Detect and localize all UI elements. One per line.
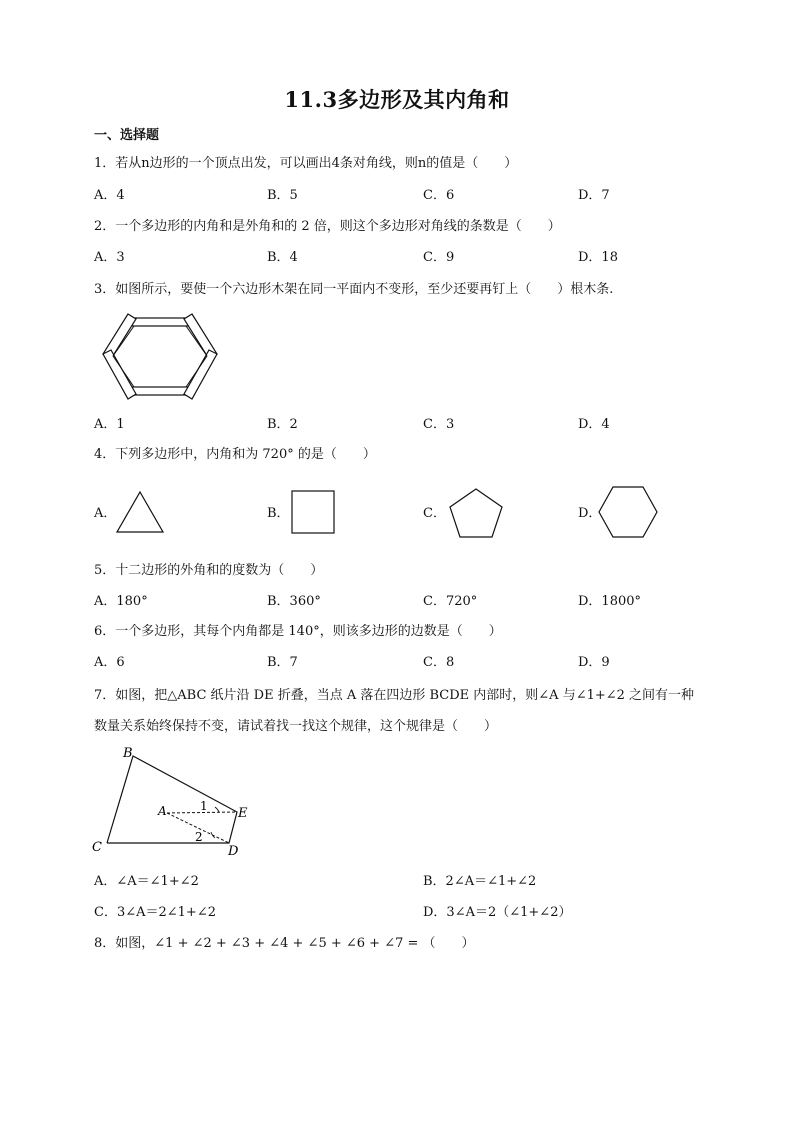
hexagon-shape [596, 484, 660, 540]
q2-option-c: C．9 [423, 250, 455, 265]
q1-option-d: D．7 [578, 188, 610, 203]
q6-option-c: C．8 [423, 655, 455, 670]
q7-option-a: A．∠A＝∠1+∠2 [94, 874, 199, 889]
q6-option-d: D．9 [578, 655, 610, 670]
q5-option-b: B．360° [267, 594, 321, 609]
q4-option-a: A． [94, 506, 117, 521]
hexagon-frame-figure [98, 310, 222, 404]
question-5-stem: 5．十二边形的外角和的度数为（ ） [94, 563, 324, 578]
question-6-stem: 6．一个多边形，其每个内角都是 140°，则该多边形的边数是（ ） [94, 624, 502, 639]
q1-option-b: B．5 [267, 188, 298, 203]
page-title: 11.3多边形及其内角和 [284, 87, 510, 112]
question-1-stem: 1．若从n边形的一个顶点出发，可以画出4条对角线，则n的值是（ ） [94, 156, 518, 171]
question-2-stem: 2．一个多边形的内角和是外角和的 2 倍，则这个多边形对角线的条数是（ ） [94, 219, 561, 234]
label-angle-1: 1 [200, 799, 208, 813]
q7-option-b: B．2∠A＝∠1+∠2 [423, 874, 537, 889]
folded-triangle-figure [88, 742, 258, 860]
label-angle-2: 2 [195, 830, 203, 844]
square-shape [289, 488, 337, 536]
q5-option-d: D．1800° [578, 594, 642, 609]
q4-option-d: D． [578, 506, 602, 521]
q3-option-a: A．1 [94, 417, 125, 432]
q2-option-d: D．18 [578, 250, 618, 265]
q3-option-c: C．3 [423, 417, 455, 432]
q6-option-a: A．6 [94, 655, 125, 670]
label-e: E [238, 806, 248, 821]
q7-option-d: D．3∠A＝2（∠1+∠2） [423, 905, 572, 920]
label-c: C [92, 840, 102, 855]
question-4-stem: 4．下列多边形中，内角和为 720° 的是（ ） [94, 447, 376, 462]
q6-option-b: B．7 [267, 655, 298, 670]
label-a: A [158, 804, 167, 818]
triangle-shape [114, 489, 166, 535]
section-heading: 一、选择题 [94, 128, 160, 143]
question-7-stem-line1: 7．如图，把△ABC 纸片沿 DE 折叠，当点 A 落在四边形 BCDE 内部时，则∠A 与∠1+∠2 之间有一种 [94, 688, 695, 703]
q1-option-c: C．6 [423, 188, 455, 203]
q1-option-a: A．4 [94, 188, 125, 203]
label-d: D [228, 844, 239, 859]
question-3-stem: 3．如图所示，要使一个六边形木架在同一平面内不变形，至少还要再钉上（ ）根木条. [94, 282, 614, 297]
q3-option-b: B．2 [267, 417, 298, 432]
q5-option-c: C．720° [423, 594, 478, 609]
q2-option-a: A．3 [94, 250, 125, 265]
q4-option-b: B． [267, 506, 290, 521]
question-8-stem: 8．如图，∠1 + ∠2 + ∠3 + ∠4 + ∠5 + ∠6 + ∠7 = （ ） [94, 936, 475, 951]
question-7-stem-line2: 数量关系始终保持不变，请试着找一找这个规律，这个规律是（ ） [94, 719, 498, 734]
q5-option-a: A．180° [94, 594, 148, 609]
q7-option-c: C．3∠A＝2∠1+∠2 [94, 905, 216, 920]
q2-option-b: B．4 [267, 250, 298, 265]
pentagon-shape [447, 486, 505, 540]
label-b: B [123, 746, 133, 761]
q3-option-d: D．4 [578, 417, 610, 432]
q4-option-c: C． [423, 506, 446, 521]
